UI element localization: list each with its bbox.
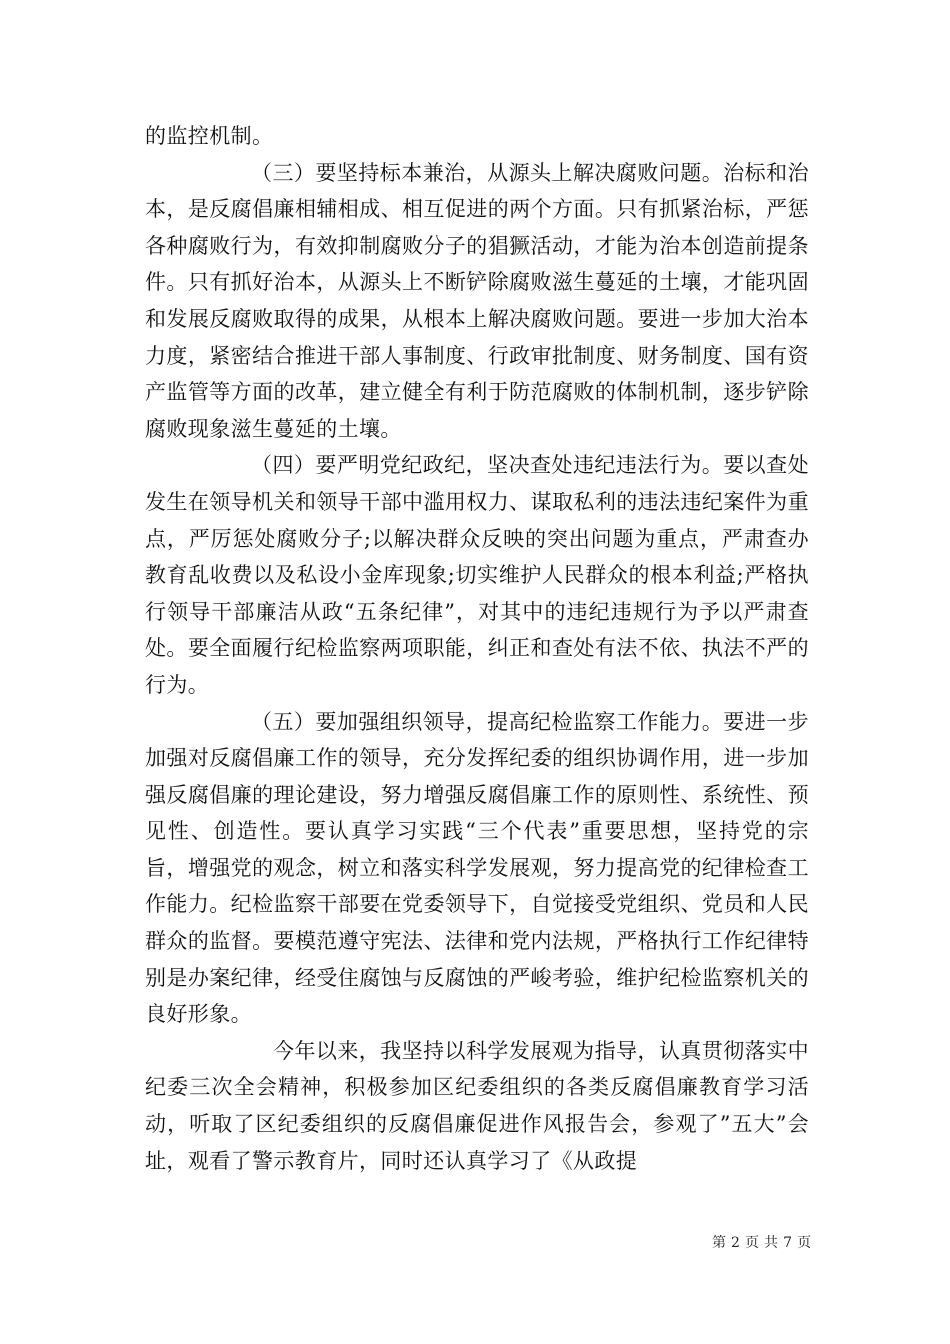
document-body bbox=[145, 118, 809, 1179]
paragraph-section-four: （四）要严明党纪政纪，坚决查处违纪违法行为。要以查处发生在领导机关和领导干部中滥用权力、谋取私利的违法违纪案件为重点，严厉惩处腐败分子;以解决群众反映的突出问题为重点，严肃查办教育乱收费以及私设小金库现象;切实维护人民群众的根本利益;严格执行领导干部廉洁从政“五条纪律”，对其中的违纪违规行为予以严肃查处。要全面履行纪检监察两项职能，纠正和查处有法不依、执法不严的行为。 bbox=[145, 453, 809, 697]
paragraph-continuation: 的监控机制。 bbox=[145, 124, 274, 148]
paragraph-section-five: （五）要加强组织领导，提高纪检监察工作能力。要进一步加强对反腐倡廉工作的领导，充分发挥纪委的组织协调作用，进一步加强反腐倡廉的理论建设，努力增强反腐倡廉工作的原则性、系统性、预见性、创造性。要认真学习实践“三个代表”重要思想，坚持党的宗旨，增强党的观念，树立和落实科学发展观，努力提高党的纪律检查工作能力。纪检监察干部要在党委领导下，自觉接受党组织、党员和人民群众的监督。要模范遵守宪法、法律和党内法规，严格执行工作纪律特别是办案纪律，经受住腐蚀与反腐蚀的严峻考验，维护纪检监察机关的良好形象。 bbox=[145, 709, 809, 1027]
page-number: 第 2 页 共 7 页 bbox=[712, 1235, 812, 1251]
paragraph-section-three: （三）要坚持标本兼治，从源头上解决腐败问题。治标和治本，是反腐倡廉相辅相成、相互促进的两个方面。只有抓紧治标，严惩各种腐败行为，有效抑制腐败分子的猖獗活动，才能为治本创造前提条件。只有抓好治本，从源头上不断铲除腐败滋生蔓延的土壤，才能巩固和发展反腐败取得的成果，从根本上解决腐败问题。要进一步加大治本力度，紧密结合推进干部人事制度、行政审批制度、财务制度、国有资产监管等方面的改革，建立健全有利于防范腐败的体制机制，逐步铲除腐败现象滋生蔓延的土壤。 bbox=[145, 160, 809, 441]
paragraph-this-year: 今年以来，我坚持以科学发展观为指导，认真贯彻落实中纪委三次全会精神，积极参加区纪委组织的各类反腐倡廉教育学习活动，听取了区纪委组织的反腐倡廉促进作风报告会，参观了”五大”会址，观看了警示教育片，同时还认真学习了《从政提 bbox=[145, 1038, 809, 1173]
